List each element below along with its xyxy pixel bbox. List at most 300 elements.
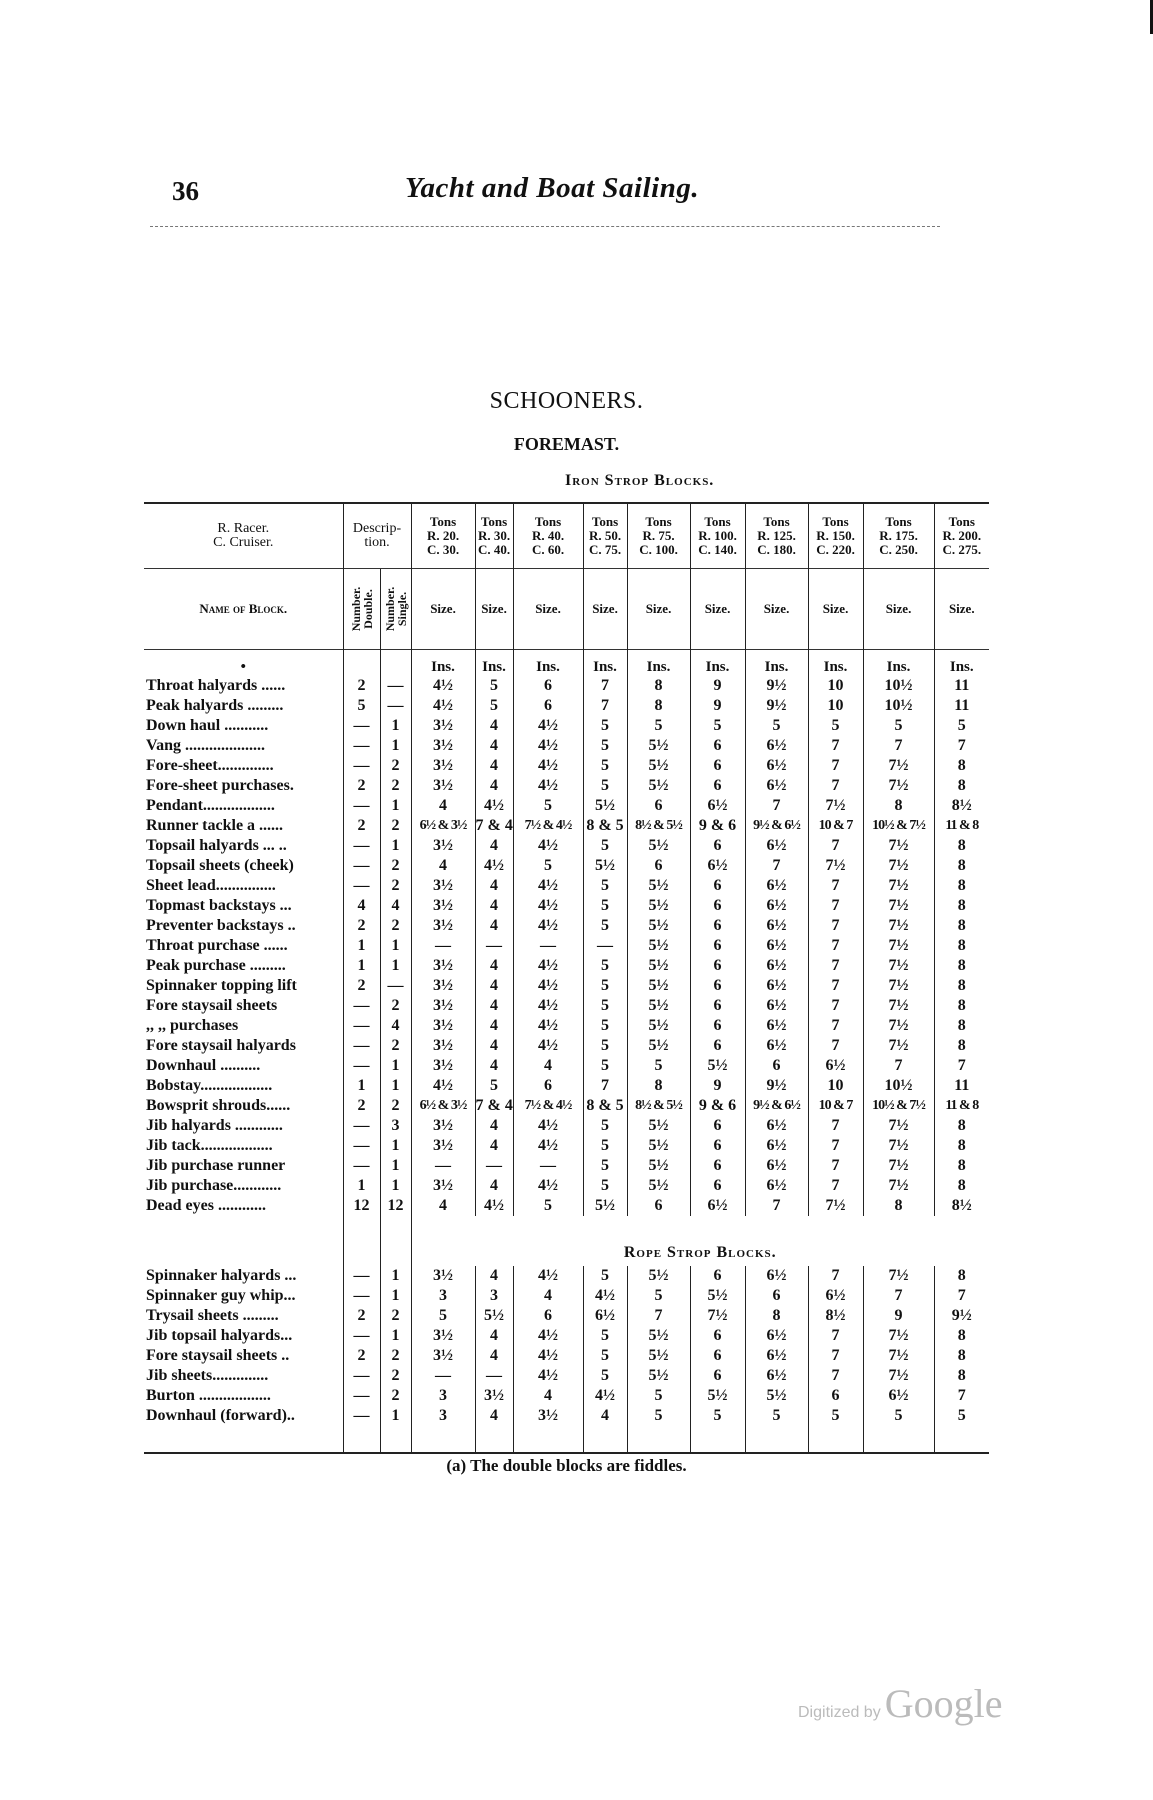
spacer bbox=[627, 1426, 690, 1453]
size-value: 7½ bbox=[863, 1016, 934, 1036]
block-name: Fore staysail sheets .. bbox=[146, 1347, 290, 1364]
size-value: 10½ bbox=[863, 676, 934, 696]
tonnage-header bbox=[934, 503, 989, 569]
size-value: 5 bbox=[583, 776, 627, 796]
size-value: 8 bbox=[934, 836, 989, 856]
number-single: 1 bbox=[380, 956, 411, 976]
size-value: 7 & 4 bbox=[475, 817, 513, 834]
size-value: 6½ bbox=[863, 1386, 934, 1406]
description-header: Descrip-tion. bbox=[343, 503, 411, 569]
size-value: 9 bbox=[690, 696, 745, 716]
size-value: 6½ & 3½ bbox=[411, 816, 475, 836]
number-double: 2 bbox=[343, 676, 380, 696]
size-value: 9½ bbox=[745, 676, 808, 696]
size-value: 5 bbox=[627, 1056, 690, 1076]
size-value: 9½ & 6½ bbox=[745, 1096, 808, 1116]
size-value: 8 bbox=[745, 1306, 808, 1326]
size-value: 4½ bbox=[583, 1386, 627, 1406]
size-header: Size. bbox=[934, 569, 989, 650]
size-value: 4 bbox=[513, 1386, 583, 1406]
size-value: 5½ bbox=[627, 916, 690, 936]
size-value: 5 bbox=[583, 1136, 627, 1156]
block-name: Down haul ........... bbox=[146, 717, 269, 734]
size-value: 4 bbox=[475, 836, 513, 856]
number-single: 2 bbox=[380, 996, 411, 1016]
rope-strop-heading-row bbox=[144, 1216, 989, 1266]
size-value: 7 bbox=[745, 796, 808, 816]
size-value: — bbox=[475, 1366, 513, 1386]
block-name: Spinnaker guy whip... bbox=[146, 1287, 296, 1304]
size-value: 7 bbox=[808, 776, 863, 796]
size-value: 6 bbox=[690, 1156, 745, 1176]
size-value: 9 bbox=[690, 1076, 745, 1096]
table-row bbox=[144, 776, 989, 796]
spacer bbox=[745, 1426, 808, 1453]
size-value: 5 bbox=[583, 1156, 627, 1176]
size-value: 6 bbox=[690, 896, 745, 916]
size-value: 7 bbox=[808, 1326, 863, 1346]
tonnage-t: Tons bbox=[885, 514, 912, 529]
tonnage-header bbox=[475, 503, 513, 569]
number-double: — bbox=[343, 1386, 380, 1406]
size-value: 5½ bbox=[627, 1136, 690, 1156]
size-value: 5 bbox=[745, 716, 808, 736]
number-single: 1 bbox=[380, 1076, 411, 1096]
footnote: (a) The double blocks are fiddles. bbox=[446, 1456, 687, 1475]
size-header: Size. bbox=[745, 569, 808, 650]
table-row bbox=[144, 1346, 989, 1366]
size-value: 5 bbox=[808, 716, 863, 736]
tonnage-t: Tons bbox=[822, 514, 849, 529]
table-row bbox=[144, 1196, 989, 1216]
block-name: Dead eyes ............ bbox=[146, 1197, 266, 1214]
size-value: 7 bbox=[808, 1156, 863, 1176]
watermark-digitized-text: Digitized by bbox=[798, 1704, 881, 1721]
table-row bbox=[144, 1306, 989, 1326]
size-value: 4 bbox=[583, 1406, 627, 1426]
table-row bbox=[144, 1016, 989, 1036]
table-row bbox=[144, 1326, 989, 1346]
size-value: 7 bbox=[745, 856, 808, 876]
size-value: 7½ bbox=[863, 776, 934, 796]
size-value: 5½ bbox=[627, 956, 690, 976]
size-value: 6½ bbox=[745, 1266, 808, 1286]
size-value: 5 bbox=[627, 1386, 690, 1406]
size-value: 10 bbox=[808, 1076, 863, 1096]
bullet: • bbox=[144, 650, 343, 677]
number-double: 2 bbox=[343, 1346, 380, 1366]
size-value: 4 bbox=[475, 736, 513, 756]
table-row bbox=[144, 1056, 989, 1076]
size-value: 10½ bbox=[863, 696, 934, 716]
number-single: 2 bbox=[380, 776, 411, 796]
size-value: 3½ bbox=[411, 976, 475, 996]
size-value: 5 bbox=[411, 1306, 475, 1326]
size-value: 11 & 8 bbox=[934, 1096, 989, 1116]
size-value: 5½ bbox=[627, 1326, 690, 1346]
number-single: 1 bbox=[380, 1136, 411, 1156]
size-value: 10½ bbox=[863, 1076, 934, 1096]
number-single: 1 bbox=[380, 1176, 411, 1196]
size-header: Size. bbox=[627, 569, 690, 650]
size-value: 5½ bbox=[627, 776, 690, 796]
size-value: 7 bbox=[808, 836, 863, 856]
size-value: 7 bbox=[583, 676, 627, 696]
table-row bbox=[144, 1386, 989, 1406]
tonnage-c: C. 140. bbox=[698, 542, 737, 557]
size-value: 8½ bbox=[934, 1196, 989, 1216]
tonnage-r: R. 175. bbox=[879, 528, 918, 543]
racer-label: R. Racer. bbox=[217, 521, 270, 536]
size-value: 5 bbox=[583, 756, 627, 776]
number-single: 1 bbox=[380, 736, 411, 756]
size-value: 7½ bbox=[863, 836, 934, 856]
size-value: 9½ bbox=[745, 1076, 808, 1096]
inches-unit: Ins. bbox=[411, 650, 475, 677]
size-value: 7½ bbox=[863, 1366, 934, 1386]
table-row bbox=[144, 1036, 989, 1056]
size-value: 5 bbox=[583, 836, 627, 856]
tonnage-header bbox=[745, 503, 808, 569]
size-value: 6 bbox=[745, 1056, 808, 1076]
tonnage-t: Tons bbox=[645, 514, 672, 529]
size-value: 4 bbox=[475, 1406, 513, 1426]
size-value: 5 bbox=[513, 796, 583, 816]
size-value: 5½ bbox=[583, 796, 627, 816]
size-value: 4½ bbox=[411, 1076, 475, 1096]
size-value: 6 bbox=[627, 856, 690, 876]
size-value: 6½ bbox=[745, 836, 808, 856]
number-double: — bbox=[343, 996, 380, 1016]
table-row bbox=[144, 1076, 989, 1096]
number-single-cell bbox=[380, 569, 411, 650]
size-header: Size. bbox=[475, 569, 513, 650]
size-value: 5½ bbox=[627, 1346, 690, 1366]
size-value: 7 bbox=[808, 1016, 863, 1036]
number-single: 2 bbox=[380, 816, 411, 836]
block-sizes-table bbox=[144, 502, 989, 1454]
size-value: — bbox=[475, 936, 513, 956]
size-value: 5½ bbox=[475, 1306, 513, 1326]
size-value: 7½ bbox=[863, 1326, 934, 1346]
tonnage-c: C. 180. bbox=[757, 542, 796, 557]
block-name: Bowsprit shrouds...... bbox=[146, 1097, 291, 1114]
tonnage-r: R. 200. bbox=[942, 528, 982, 543]
size-value: 6½ bbox=[690, 856, 745, 876]
size-value: 6½ bbox=[745, 996, 808, 1016]
number-single: 1 bbox=[380, 716, 411, 736]
tonnage-r: R. 100. bbox=[698, 528, 737, 543]
size-value: 6 bbox=[808, 1386, 863, 1406]
size-value: 7 bbox=[808, 916, 863, 936]
size-value: 8 bbox=[863, 1196, 934, 1216]
number-double: — bbox=[343, 856, 380, 876]
size-value: 5 bbox=[583, 1176, 627, 1196]
size-value: 8½ bbox=[934, 796, 989, 816]
size-value: 7½ bbox=[863, 1116, 934, 1136]
block-name: Peak purchase ......... bbox=[146, 957, 286, 974]
size-value: 7½ bbox=[808, 796, 863, 816]
number-single: — bbox=[380, 976, 411, 996]
size-value: 3½ bbox=[411, 896, 475, 916]
size-value: 6½ & 3½ bbox=[411, 1096, 475, 1116]
size-value: 5½ bbox=[627, 1366, 690, 1386]
size-value: 3½ bbox=[411, 1326, 475, 1346]
size-value: 6 bbox=[690, 1016, 745, 1036]
size-value: 6½ bbox=[745, 896, 808, 916]
size-value: 3½ bbox=[411, 756, 475, 776]
size-value: 7 bbox=[808, 896, 863, 916]
section-subtitle: FOREMAST. bbox=[513, 434, 620, 454]
size-value: 7 bbox=[808, 756, 863, 776]
size-value: 8 bbox=[934, 1326, 989, 1346]
size-header: Size. bbox=[808, 569, 863, 650]
size-value: 6½ bbox=[808, 1286, 863, 1306]
size-value: 7 bbox=[808, 876, 863, 896]
size-value: 7½ bbox=[863, 1136, 934, 1156]
size-value: — bbox=[513, 936, 583, 956]
size-value: 3½ bbox=[411, 716, 475, 736]
size-value: 6 bbox=[690, 756, 745, 776]
size-value: 6 bbox=[690, 776, 745, 796]
size-value: 6 bbox=[690, 736, 745, 756]
table-row bbox=[144, 1406, 989, 1426]
table-row bbox=[144, 996, 989, 1016]
size-value: 10 bbox=[808, 696, 863, 716]
block-name: Topsail sheets (cheek) bbox=[146, 857, 294, 874]
inches-unit: Ins. bbox=[808, 650, 863, 677]
size-value: 4 bbox=[475, 1116, 513, 1136]
spacer bbox=[863, 1426, 934, 1453]
size-header: Size. bbox=[863, 569, 934, 650]
size-value: 6½ bbox=[745, 876, 808, 896]
size-value: 3 bbox=[475, 1286, 513, 1306]
size-value: 10½ & 7½ bbox=[863, 1096, 934, 1116]
tonnage-r: R. 75. bbox=[642, 528, 675, 543]
size-value: 4 bbox=[475, 916, 513, 936]
size-value: 8 bbox=[627, 676, 690, 696]
size-value: 5½ bbox=[627, 1156, 690, 1176]
cruiser-label: C. Cruiser. bbox=[213, 535, 274, 550]
number-double: — bbox=[343, 1056, 380, 1076]
size-header-row bbox=[144, 569, 989, 650]
size-value: 5 bbox=[808, 1406, 863, 1426]
size-value: 7½ bbox=[863, 1346, 934, 1366]
number-single: 2 bbox=[380, 756, 411, 776]
size-value: 7 bbox=[934, 1286, 989, 1306]
size-value: 5 bbox=[583, 1326, 627, 1346]
table-row bbox=[144, 736, 989, 756]
size-value: 6 bbox=[690, 1366, 745, 1386]
table-row bbox=[144, 956, 989, 976]
size-value: 6 bbox=[690, 1116, 745, 1136]
tonnage-t: Tons bbox=[591, 514, 619, 529]
size-value: 6½ bbox=[745, 1136, 808, 1156]
size-value: 11 bbox=[934, 1076, 989, 1096]
rope-strop-heading: Rope Strop Blocks. bbox=[411, 1216, 989, 1266]
size-value: 4½ bbox=[475, 856, 513, 876]
size-value: 8 bbox=[934, 1176, 989, 1196]
size-value: 3½ bbox=[411, 1346, 475, 1366]
size-value: 7 bbox=[808, 936, 863, 956]
size-value: 7 bbox=[808, 996, 863, 1016]
size-value: 6 bbox=[690, 1036, 745, 1056]
size-value: 4 bbox=[475, 1056, 513, 1076]
size-value: 5½ bbox=[627, 936, 690, 956]
number-single: 2 bbox=[380, 1346, 411, 1366]
size-value: 4½ bbox=[513, 1266, 583, 1286]
size-value: 7½ bbox=[863, 1266, 934, 1286]
size-value: 4 bbox=[475, 1266, 513, 1286]
page-title: SCHOONERS. bbox=[489, 388, 644, 414]
block-name: Fore-sheet purchases. bbox=[146, 777, 294, 794]
size-value: 7 bbox=[808, 1176, 863, 1196]
tonnage-t: Tons bbox=[948, 514, 975, 529]
size-value: 5 bbox=[583, 1346, 627, 1366]
size-value: 3½ bbox=[411, 916, 475, 936]
size-value: 4½ bbox=[513, 956, 583, 976]
number-double: — bbox=[343, 796, 380, 816]
size-value: 3½ bbox=[411, 1016, 475, 1036]
size-value: 8 bbox=[934, 996, 989, 1016]
table-row bbox=[144, 676, 989, 696]
size-value: 8 bbox=[934, 956, 989, 976]
spacer bbox=[411, 1426, 475, 1453]
size-header: Size. bbox=[583, 569, 627, 650]
size-value: 6½ bbox=[745, 756, 808, 776]
number-double: 1 bbox=[343, 1076, 380, 1096]
spacer bbox=[144, 1216, 343, 1266]
size-value: 3½ bbox=[411, 1036, 475, 1056]
table-row bbox=[144, 836, 989, 856]
number-double: 1 bbox=[343, 956, 380, 976]
tonnage-c: C. 40. bbox=[477, 542, 511, 557]
size-value: 5 bbox=[583, 976, 627, 996]
size-value: 3½ bbox=[411, 736, 475, 756]
size-value: 3½ bbox=[411, 1136, 475, 1156]
table-row bbox=[144, 696, 989, 716]
tonnage-t: Tons bbox=[534, 514, 562, 529]
size-value: 6 bbox=[690, 1176, 745, 1196]
size-value: 7½ bbox=[863, 1176, 934, 1196]
size-value: 8 & 5 bbox=[583, 1096, 627, 1116]
name-of-block-header: Name of Block. bbox=[144, 569, 343, 650]
size-value: 7 bbox=[934, 1056, 989, 1076]
size-value: 6 bbox=[513, 696, 583, 716]
size-value: 5 bbox=[583, 956, 627, 976]
size-value: 5 bbox=[583, 1056, 627, 1076]
number-double: — bbox=[343, 1406, 380, 1426]
watermark-brand: Google bbox=[884, 1681, 1003, 1726]
size-value: 7 bbox=[808, 1346, 863, 1366]
table-row bbox=[144, 1286, 989, 1306]
size-value: 6½ bbox=[745, 1036, 808, 1056]
size-value: 7 bbox=[808, 956, 863, 976]
size-value: — bbox=[583, 936, 627, 956]
size-value: 5 bbox=[583, 1366, 627, 1386]
number-double: — bbox=[343, 716, 380, 736]
number-single: 1 bbox=[380, 836, 411, 856]
tonnage-r: R. 125. bbox=[757, 528, 796, 543]
size-value: 6 bbox=[690, 916, 745, 936]
size-value: 4½ bbox=[513, 916, 583, 936]
size-value: 5½ bbox=[627, 1266, 690, 1286]
size-value: 8 bbox=[934, 1136, 989, 1156]
number-double: 2 bbox=[343, 916, 380, 936]
size-value: 8½ & 5½ bbox=[627, 1096, 690, 1116]
size-value: 8 & 5 bbox=[583, 816, 627, 836]
size-value: 5½ bbox=[583, 856, 627, 876]
size-value: 5½ bbox=[690, 1286, 745, 1306]
size-value: 5 bbox=[583, 916, 627, 936]
size-value: 3½ bbox=[411, 956, 475, 976]
size-value: 3½ bbox=[411, 776, 475, 796]
size-value: 4½ bbox=[513, 976, 583, 996]
inches-unit: Ins. bbox=[627, 650, 690, 677]
size-value: 5 bbox=[934, 1406, 989, 1426]
size-value: 8 bbox=[934, 1036, 989, 1056]
size-value: 4½ bbox=[513, 836, 583, 856]
table-row bbox=[144, 976, 989, 996]
size-value: 7½ bbox=[863, 896, 934, 916]
size-value: 5 bbox=[627, 1286, 690, 1306]
number-double: — bbox=[343, 1366, 380, 1386]
number-single: 2 bbox=[380, 1386, 411, 1406]
tonnage-t: Tons bbox=[429, 514, 457, 529]
size-value: 7½ bbox=[863, 976, 934, 996]
size-value: 5 bbox=[745, 1406, 808, 1426]
size-value: 4 bbox=[475, 756, 513, 776]
spacer bbox=[690, 1426, 745, 1453]
size-value: 5 bbox=[863, 1406, 934, 1426]
running-head: Yacht and Boat Sailing. bbox=[405, 172, 700, 204]
size-value: 11 bbox=[934, 696, 989, 716]
size-value: 3½ bbox=[411, 1056, 475, 1076]
block-name: Trysail sheets ......... bbox=[146, 1307, 279, 1324]
size-value: — bbox=[513, 1156, 583, 1176]
size-value: 4 bbox=[475, 1326, 513, 1346]
block-name: Vang .................... bbox=[146, 737, 265, 754]
table-row bbox=[144, 1096, 989, 1116]
tonnage-header bbox=[583, 503, 627, 569]
size-value: 7 bbox=[808, 1366, 863, 1386]
size-value: 5 bbox=[627, 1406, 690, 1426]
inches-unit: Ins. bbox=[475, 650, 513, 677]
size-value: 4½ bbox=[583, 1286, 627, 1306]
size-value: — bbox=[411, 1156, 475, 1176]
size-value: 5 bbox=[690, 716, 745, 736]
table-row bbox=[144, 876, 989, 896]
number-double: — bbox=[343, 1266, 380, 1286]
size-value: 10 & 7 bbox=[808, 1096, 863, 1116]
number-double: 2 bbox=[343, 816, 380, 836]
size-value: 5 bbox=[513, 856, 583, 876]
tonnage-c: C. 275. bbox=[942, 542, 982, 557]
size-value: 3½ bbox=[411, 1116, 475, 1136]
size-value: 4½ bbox=[513, 1116, 583, 1136]
size-value: 5 bbox=[627, 716, 690, 736]
spacer bbox=[583, 1426, 627, 1453]
size-value: 7½ bbox=[863, 1036, 934, 1056]
size-value: 5 bbox=[583, 1016, 627, 1036]
size-value: 8 bbox=[934, 1156, 989, 1176]
size-value: 8 bbox=[934, 1366, 989, 1386]
tonnage-r: R. 40. bbox=[531, 528, 565, 543]
inches-unit: Ins. bbox=[934, 650, 989, 677]
table-row bbox=[144, 856, 989, 876]
size-value: 3 bbox=[411, 1406, 475, 1426]
size-value: 5½ bbox=[627, 876, 690, 896]
